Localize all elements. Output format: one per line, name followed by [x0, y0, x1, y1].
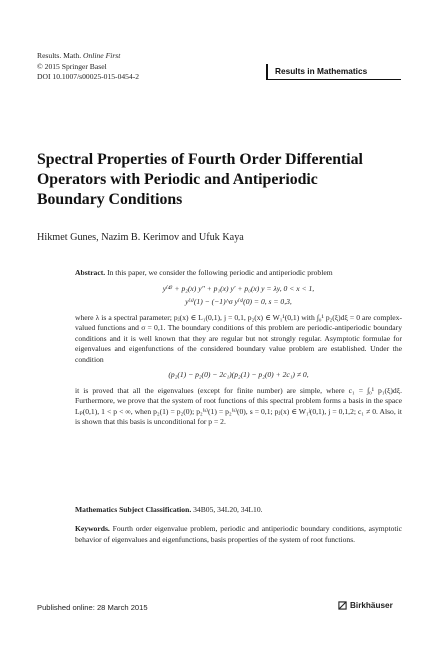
- author-list: Hikmet Gunes, Nazim B. Kerimov and Ufuk Kaya: [37, 232, 244, 243]
- msc-label: Mathematics Subject Classification.: [75, 505, 192, 514]
- journal-badge: Results in Mathematics: [266, 64, 401, 80]
- abstract-label: Abstract.: [75, 268, 106, 277]
- equation-2: y⁽ˢ⁾(1) − (−1)^σ y⁽ˢ⁾(0) = 0, s = 0,3,: [185, 297, 292, 306]
- birkhauser-icon: [338, 601, 347, 610]
- article-header-meta: [37, 51, 139, 83]
- keywords-text: Fourth order eigenvalue problem, periodic and antiperiodic boundary conditions, asymptotic behavior of eigenvalues and eigenfunctions, basis properties of the system of root functions.: [75, 524, 403, 544]
- keywords-label: Keywords.: [75, 524, 110, 533]
- abstract-section: [75, 268, 402, 428]
- equation-1: y⁽⁴⁾ + p₂(x) y″ + p₁(x) y′ + p₀(x) y = λy, 0 < x < 1,: [162, 283, 315, 293]
- published-online-date: Published online: 28 March 2015: [37, 603, 148, 612]
- doi-line: DOI 10.1007/s00025-015-0454-2: [37, 72, 140, 81]
- abstract-paragraph-2: where λ is a spectral parameter; pⱼ(x) ∈ L₁(0,1), j = 0,1, p₂(x) ∈ W₁¹(0,1) with ∫₀¹ p₂(ξ)dξ = 0 are complex-valued functions and σ = 0,1. The boundary conditions of this problem are periodic-antiperiodic boundary conditions and it is well known that they are regular but not strongly regular. Asymptotic formulae for eigenvalues and eigenfunctions of the considered boundary value problem are established. Under the condition: [75, 312, 402, 364]
- equation-3: (p₂(1) − p₂(0) − 2c₁)(p₂(1) − p₂(0) + 2c₁) ≠ 0,: [168, 370, 309, 379]
- msc-codes: 34B05, 34L20, 34L10.: [193, 505, 263, 514]
- online-first-label: Online First: [83, 51, 121, 60]
- copyright-line: © 2015 Springer Basel: [37, 61, 107, 71]
- paper-title: Spectral Properties of Fourth Order Differential Operators with Periodic and Antiperiodic Boundary Conditions: [37, 151, 363, 208]
- abstract-intro: In this paper, we consider the following periodic and antiperiodic problem: [107, 268, 333, 277]
- keywords-section: [75, 524, 402, 545]
- journal-name: Results. Math.: [37, 51, 82, 60]
- abstract-paragraph-3: it is proved that all the eigenvalues (except for finite number) are simple, where c₁ = ∫₀¹ p₁(ξ)dξ. Furthermore, we prove that the system of root functions of this spectral problem forms a basis in the space Lₚ(0,1), 1 < p < ∞, when p₂(1) = p₂(0); p₂⁽ˢ⁾(1) = p₂⁽ˢ⁾(0), s = 0,1; pⱼ(x) ∈ W₁ʲ(0,1), j = 0,1,2; c₁ ≠ 0. Also, it is shown that this basis is unconditional for p = 2.: [75, 385, 402, 426]
- msc-classification: [75, 505, 402, 516]
- publisher-name: Birkhäuser: [350, 601, 393, 610]
- publisher-logo: [338, 601, 393, 610]
